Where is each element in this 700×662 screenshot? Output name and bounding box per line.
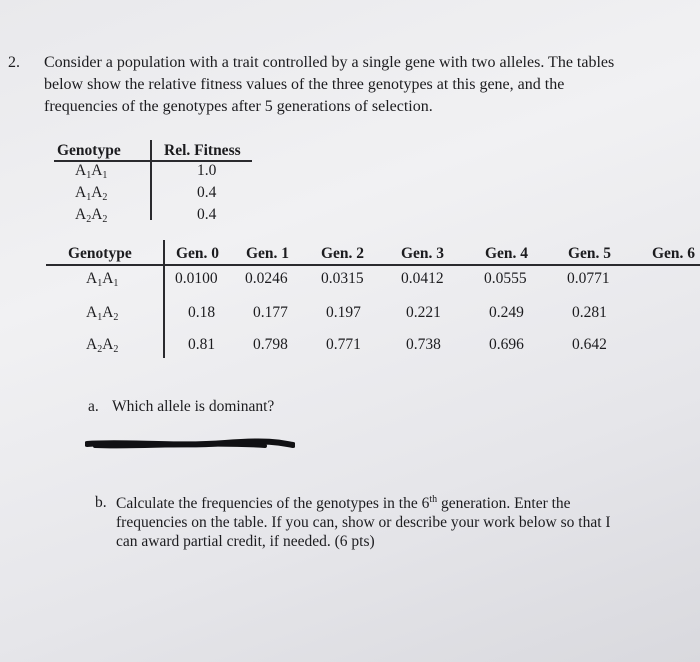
gen-cell-a2a2-gen2: 0.771 [326, 336, 361, 353]
fitness-header-rel-fitness: Rel. Fitness [164, 142, 241, 159]
gen-header-gen-4: Gen. 4 [485, 245, 529, 262]
gen-cell-a1a2-gen0: 0.18 [188, 304, 216, 321]
gen-genotype-a2a2: $A_2A_2$ [86, 336, 119, 355]
gen-header-gen-2: Gen. 2 [321, 245, 365, 262]
gen-cell-a2a2-gen1: 0.798 [253, 336, 288, 353]
part-b-line-2: frequencies on the table. If you can, show or describe your work below so that I [116, 514, 611, 531]
gen-header-gen-6: Gen. 6 [652, 245, 696, 262]
gen-genotype-a1a2: $A_1A_2$ [86, 304, 119, 323]
gen-header-gen-3: Gen. 3 [401, 245, 445, 262]
gen-header-gen-1: Gen. 1 [246, 245, 290, 262]
gen-cell-a1a2-gen5: 0.281 [572, 304, 607, 321]
part-a-label: a. [88, 398, 99, 415]
gen-cell-a1a1-gen1: 0.0246 [245, 270, 288, 287]
fitness-table-column-rule [150, 140, 152, 220]
gen-cell-a1a2-gen4: 0.249 [489, 304, 524, 321]
gen-header-genotype: Genotype [68, 245, 132, 262]
gen-cell-a2a2-gen4: 0.696 [489, 336, 524, 353]
gen-cell-a1a1-gen4: 0.0555 [484, 270, 527, 287]
gen-cell-a1a1-gen3: 0.0412 [401, 270, 444, 287]
fitness-value-a2a2: 0.4 [197, 206, 217, 223]
gen-cell-a1a2-gen1: 0.177 [253, 304, 288, 321]
gen-table-header-rule [46, 264, 700, 266]
fitness-value-a1a1: 1.0 [197, 162, 217, 179]
gen-cell-a2a2-gen0: 0.81 [188, 336, 216, 353]
part-b-line-1: Calculate the frequencies of the genotypes in the 6th generation. Enter the [116, 494, 571, 512]
fitness-genotype-a2a2: $A_2A_2$ [75, 206, 108, 225]
gen-cell-a2a2-gen3: 0.738 [406, 336, 441, 353]
part-a-question: Which allele is dominant? [112, 398, 275, 415]
question-text-line-3: frequencies of the genotypes after 5 generations of selection. [44, 98, 433, 115]
gen-cell-a1a1-gen0: 0.0100 [175, 270, 218, 287]
question-text-line-2: below show the relative fitness values of the three genotypes at this gene, and the [44, 76, 565, 93]
gen-genotype-a1a1: $A_1A_1$ [86, 270, 119, 289]
gen-cell-a1a2-gen2: 0.197 [326, 304, 361, 321]
question-number: 2. [8, 54, 20, 71]
gen-cell-a1a1-gen5: 0.0771 [567, 270, 610, 287]
gen-table-column-rule [163, 240, 165, 358]
gen-cell-a1a1-gen2: 0.0315 [321, 270, 364, 287]
redaction-scribble [85, 438, 295, 450]
fitness-genotype-a1a1: $A_1A_1$ [75, 162, 108, 181]
part-b-line-3: can award partial credit, if needed. (6 pts) [116, 533, 375, 550]
gen-cell-a1a2-gen3: 0.221 [406, 304, 441, 321]
gen-header-gen-0: Gen. 0 [176, 245, 220, 262]
fitness-value-a1a2: 0.4 [197, 184, 217, 201]
gen-cell-a2a2-gen5: 0.642 [572, 336, 607, 353]
gen-header-gen-5: Gen. 5 [568, 245, 612, 262]
question-text-line-1: Consider a population with a trait controlled by a single gene with two alleles. The tables [44, 54, 615, 71]
fitness-genotype-a1a2: $A_1A_2$ [75, 184, 108, 203]
part-b-label: b. [95, 494, 107, 511]
fitness-header-genotype: Genotype [57, 142, 121, 159]
